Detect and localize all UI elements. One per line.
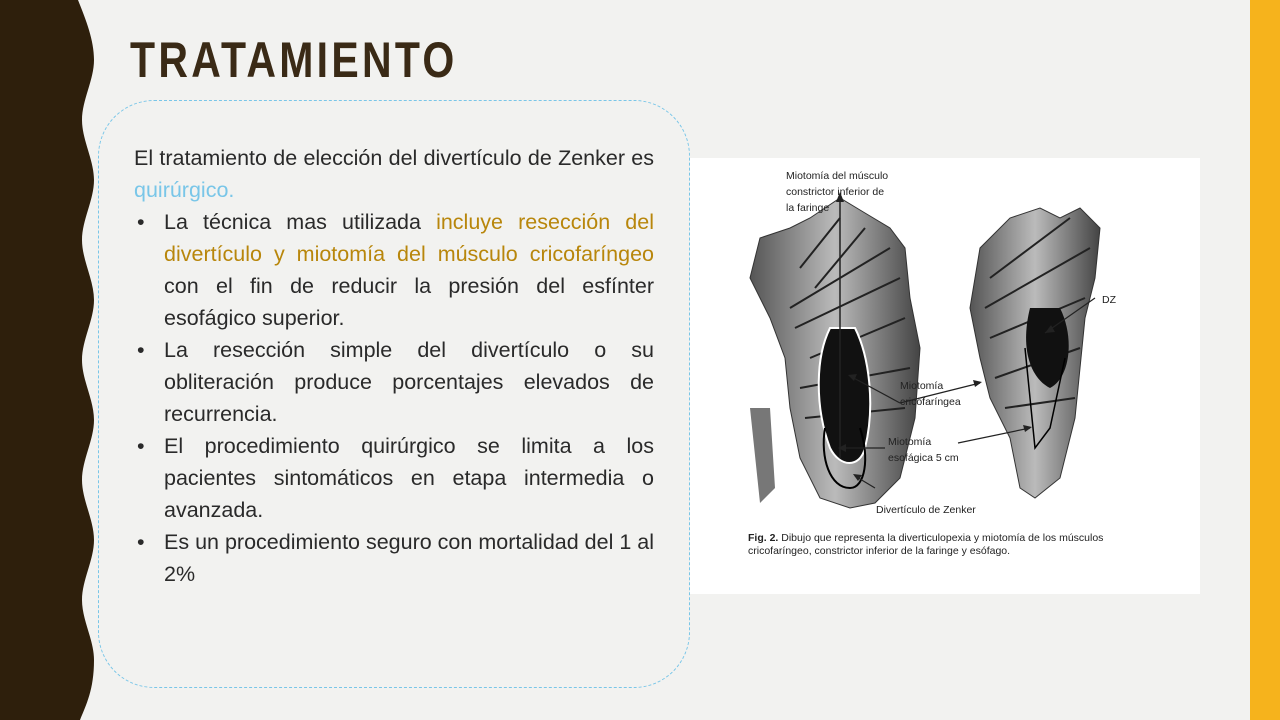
right-accent-band — [1250, 0, 1280, 720]
slide-body — [134, 142, 654, 590]
label-constrictor-line2: constrictor inferior de — [786, 186, 885, 198]
bullet-item: • Es un procedimiento seguro con mortalidad del 1 al 2% — [134, 526, 654, 590]
label-esof-line1: Miotomía — [888, 436, 932, 448]
label-zenker: Divertículo de Zenker — [876, 504, 976, 516]
bullet-1-highlight: incluye resección del divertículo y miotomía del músculo cricofaríngeo — [164, 210, 654, 266]
intro-text: El tratamiento de elección del divertículo de Zenker es — [134, 146, 654, 170]
intro-highlight: quirúrgico. — [134, 178, 235, 202]
bullet-1-text-before: La técnica mas utilizada — [164, 210, 437, 234]
bullet-list — [134, 206, 654, 590]
label-constrictor-line3: la faringe — [786, 202, 830, 214]
anatomy-drawing — [690, 158, 1200, 528]
label-constrictor-line1: Miotomía del músculo — [786, 170, 889, 182]
label-esof-line2: esofágica 5 cm — [888, 452, 959, 464]
left-decorative-wave-band — [0, 0, 110, 720]
slide-title: TRATAMIENTO — [130, 32, 458, 88]
label-crico-line1: Miotomía — [900, 380, 944, 392]
figure-caption — [748, 532, 1168, 558]
label-crico-line2: cricofaríngea — [900, 396, 961, 408]
bullet-item: • El procedimiento quirúrgico se limita a los pacientes sintomáticos en etapa intermedia o avanzada. — [134, 430, 654, 526]
caption-bold: Fig. 2. — [748, 532, 779, 544]
bullet-item: • La resección simple del divertículo o su obliteración produce porcentajes elevados de recurrencia. — [134, 334, 654, 430]
intro-paragraph — [134, 142, 654, 206]
label-dz: DZ — [1102, 294, 1116, 306]
bullet-1-text-after: con el fin de reducir la presión del esfínter esofágico superior. — [164, 274, 654, 330]
right-specimen-drawing — [970, 208, 1100, 498]
anatomical-figure — [690, 158, 1200, 594]
bullet-item — [134, 206, 654, 334]
caption-text: Dibujo que representa la diverticulopexia y miotomía de los músculos cricofaríngeo, constrictor inferior de la faringe y esófago. — [748, 532, 1104, 557]
